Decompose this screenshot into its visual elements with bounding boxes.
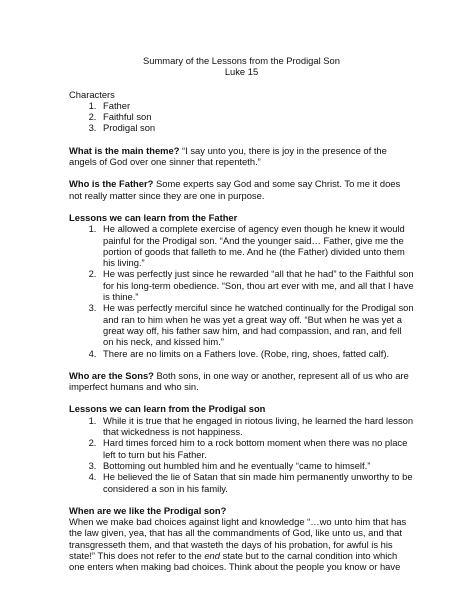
list-item: 3. He was perfectly merciful since he watched continually for the Prodigal son and ran to him when he was yet a great way off. “But when he was yet a great way off, his father saw him, and had compassion, and ran, and fell on his neck, and kissed him.” xyxy=(99,302,414,347)
document-body xyxy=(69,55,414,573)
sons-paragraph xyxy=(69,370,414,393)
list-item: 3. Bottoming out humbled him and he eventually “came to himself.” xyxy=(99,460,414,471)
list-item: 2. He was perfectly just since he rewarded “all that he had” to the Faithful son for his long-term obedience. “Son, thou art ever with me, and all that I have is thine.” xyxy=(99,268,414,302)
father-text: Some experts say God and some say Christ. To me it does not really matter since they are one in purpose. xyxy=(69,178,401,201)
main-theme-label: What is the main theme? xyxy=(69,144,180,156)
list-item: 2. Hard times forced him to a rock bottom moment when there was no place left to turn but his Father. xyxy=(99,437,414,460)
list-item: 1. Father xyxy=(99,100,414,111)
characters-heading: Characters xyxy=(69,88,115,100)
lessons-prodigal-section xyxy=(69,403,414,493)
father-label: Who is the Father? xyxy=(69,178,154,190)
main-theme-text: “I say unto you, there is joy in the presence of the angels of God over one sinner that repenteth.” xyxy=(69,144,387,168)
lessons-father-section xyxy=(69,212,414,359)
lessons-prodigal-heading: Lessons we can learn from the Prodigal son xyxy=(69,403,266,415)
list-item: 4. There are no limits on a Fathers love. (Robe, ring, shoes, fatted calf). xyxy=(99,348,414,359)
like-prodigal-text-before: When we make bad choices against light and knowledge “…wo unto him that has the law given, yea, that has all the commandments of God, like unto us, and that transgresseth them, and that wasteth the days of his probation, for awful is his state!” This does not refer to the xyxy=(69,516,407,561)
title-line: Summary of the Lessons from the Prodigal Son xyxy=(143,55,340,66)
document-title xyxy=(69,55,414,78)
sons-text: Both sons, in one way or another, represent all of us who are imperfect humans and who sin. xyxy=(69,369,409,393)
like-prodigal-heading: When are we like the Prodigal son? xyxy=(69,504,227,516)
list-item: 4. He believed the lie of Satan that sin made him permanently unworthy to be considered a son in his family. xyxy=(99,471,414,494)
list-item: 3. Prodigal son xyxy=(99,122,414,133)
lessons-father-heading: Lessons we can learn from the Father xyxy=(69,211,238,223)
father-paragraph xyxy=(69,178,414,201)
list-item: 1. While it is true that he engaged in riotous living, he learned the hard lesson that wickedness is not happiness. xyxy=(99,415,414,438)
like-prodigal-paragraph xyxy=(69,516,414,572)
lessons-prodigal-list xyxy=(69,415,414,494)
characters-list xyxy=(69,100,414,134)
main-theme-paragraph xyxy=(69,145,414,168)
list-item: 2. Faithful son xyxy=(99,111,414,122)
characters-section xyxy=(69,89,414,134)
subtitle-line: Luke 15 xyxy=(224,66,259,78)
list-item: 1. He allowed a complete exercise of agency even though he knew it would painful for the Prodigal son. “And the younger said… Father, give me the portion of goods that falleth to me. And he (the Father) divided unto them his living.” xyxy=(99,223,414,268)
lessons-father-list xyxy=(69,223,414,359)
sons-label: Who are the Sons? xyxy=(69,369,154,381)
like-prodigal-emphasis: end xyxy=(204,549,220,561)
like-prodigal-text-after: state but to the carnal condition into which one enters when making bad choices. Think about the people you know or have xyxy=(69,549,401,573)
like-prodigal-section xyxy=(69,505,414,573)
